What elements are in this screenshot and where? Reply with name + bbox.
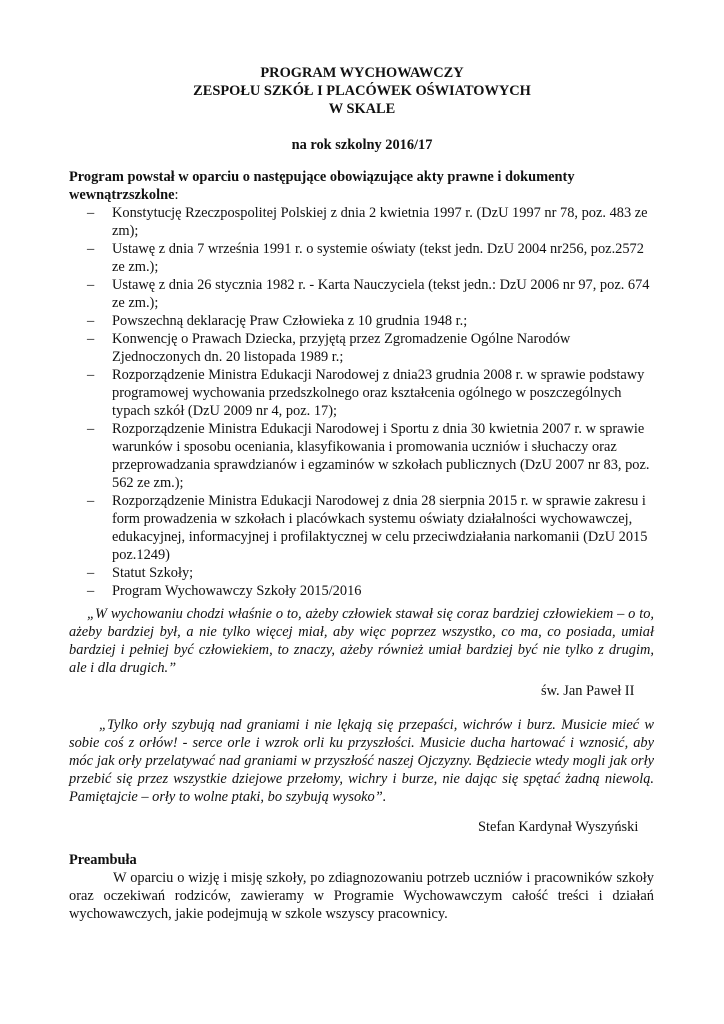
list-dash: –	[87, 331, 95, 347]
list-item	[87, 582, 657, 600]
intro-colon: :	[174, 187, 179, 203]
list-item	[87, 312, 657, 330]
list-dash: –	[87, 367, 95, 383]
quote-john-paul: „W wychowaniu chodzi właśnie o to, ażeby człowiek stawał się coraz bardziej człowiekiem – o to, ażeby bardziej był, a nie tylko więcej miał, aby więc poprzez wszystko, co ma, co posiada, umiał bardziej i pełniej być człowiekiem, to znaczy, ażeby również umiał bardziej być nie tylko z drugim, ale i dla drugich.”	[69, 606, 654, 676]
list-dash: –	[87, 583, 95, 599]
title-line-1: PROGRAM WYCHOWAWCZY	[260, 65, 464, 81]
intro-text: Program powstał w oparciu o następujące obowiązujące akty prawne i dokumenty wewnątrzszkolne	[69, 169, 575, 203]
list-item	[87, 276, 657, 312]
title-line-2: ZESPOŁU SZKÓŁ I PLACÓWEK OŚWIATOWYCH	[193, 83, 531, 99]
intro-paragraph	[69, 168, 659, 204]
list-item-text: Program Wychowawczy Szkoły 2015/2016	[112, 583, 362, 599]
quote-wyszynski-author: Stefan Kardynał Wyszyński	[478, 819, 639, 835]
list-item-text: Rozporządzenie Ministra Edukacji Narodowej z dnia23 grudnia 2008 r. w sprawie podstawy programowej wychowania przedszkolnego oraz kształcenia ogólnego w poszczególnych typach szkół (DzU 2009 nr 4, poz. 17);	[112, 367, 645, 419]
list-item	[87, 492, 657, 564]
list-item	[87, 564, 657, 582]
list-dash: –	[87, 565, 95, 581]
list-item-text: Rozporządzenie Ministra Edukacji Narodowej z dnia 28 sierpnia 2015 r. w sprawie zakresu i form prowadzenia w szkołach i placówkach systemu oświaty działalności wychowawczej, edukacyjnej, informacyjnej i profilaktycznej w celu przeciwdziałania narkomanii (DzU 2015 poz.1249)	[112, 493, 648, 563]
list-dash: –	[87, 493, 95, 509]
list-item-text: Rozporządzenie Ministra Edukacji Narodowej i Sportu z dnia 30 kwietnia 2007 r. w sprawie warunków i sposobu oceniania, klasyfikowania i promowania uczniów i słuchaczy oraz przeprowadzania sprawdzianów i egzaminów w szkołach publicznych (DzU 2007 nr 83, poz. 562 ze zm.);	[112, 421, 650, 491]
list-dash: –	[87, 241, 95, 257]
list-item	[87, 366, 657, 420]
list-dash: –	[87, 205, 95, 221]
quote-wyszynski: „Tylko orły szybują nad graniami i nie lękają się przepaści, wichrów i burz. Musicie mieć w sobie coś z orłów! - serce orle i wzrok orli ku przyszłości. Musicie ducha hartować i wznosić, aby móc jak orły przelatywać nad graniami w przyszłość naszej Ojczyzny. Będziecie wtedy mogli jak orły przebić się przez wszystkie dziejowe przełomy, wichry i burze, nie dając się spętać żadną niewolą. Pamiętajcie – orły to wolne ptaki, bo szybują wysoko”.	[69, 717, 654, 805]
list-item	[87, 204, 657, 240]
quote-john-paul-author: św. Jan Paweł II	[541, 683, 635, 699]
list-item-text: Ustawę z dnia 26 stycznia 1982 r. - Karta Nauczyciela (tekst jedn.: DzU 2006 nr 97, poz. 674 ze zm.);	[112, 277, 650, 311]
document-title	[0, 64, 724, 118]
list-item-text: Konstytucję Rzeczpospolitej Polskiej z dnia 2 kwietnia 1997 r. (DzU 1997 nr 78, poz. 483 ze zm);	[112, 205, 648, 239]
list-item	[87, 240, 657, 276]
preamble-paragraph: W oparciu o wizję i misję szkoły, po zdiagnozowaniu potrzeb uczniów i pracowników szkoły oraz oczekiwań rodziców, zawieramy w Programie Wychowawczym całość treści i działań wychowawczych, jakie podejmują w szkole wszyscy pracownicy.	[69, 870, 654, 922]
legal-acts-list	[87, 204, 657, 600]
list-item-text: Ustawę z dnia 7 września 1991 r. o systemie oświaty (tekst jedn. DzU 2004 nr256, poz.2572 ze zm.);	[112, 241, 644, 275]
school-year: na rok szkolny 2016/17	[291, 137, 433, 153]
title-line-3: W SKALE	[328, 101, 396, 117]
list-item	[87, 330, 657, 366]
list-item-text: Statut Szkoły;	[112, 565, 194, 581]
list-dash: –	[87, 277, 95, 293]
list-item-text: Powszechną deklarację Praw Człowieka z 10 grudnia 1948 r.;	[112, 313, 468, 329]
list-item	[87, 420, 657, 492]
preamble-heading: Preambuła	[69, 852, 137, 868]
list-dash: –	[87, 421, 95, 437]
list-dash: –	[87, 313, 95, 329]
list-item-text: Konwencję o Prawach Dziecka, przyjętą przez Zgromadzenie Ogólne Narodów Zjednoczonych dn. 20 listopada 1989 r.;	[112, 331, 571, 365]
